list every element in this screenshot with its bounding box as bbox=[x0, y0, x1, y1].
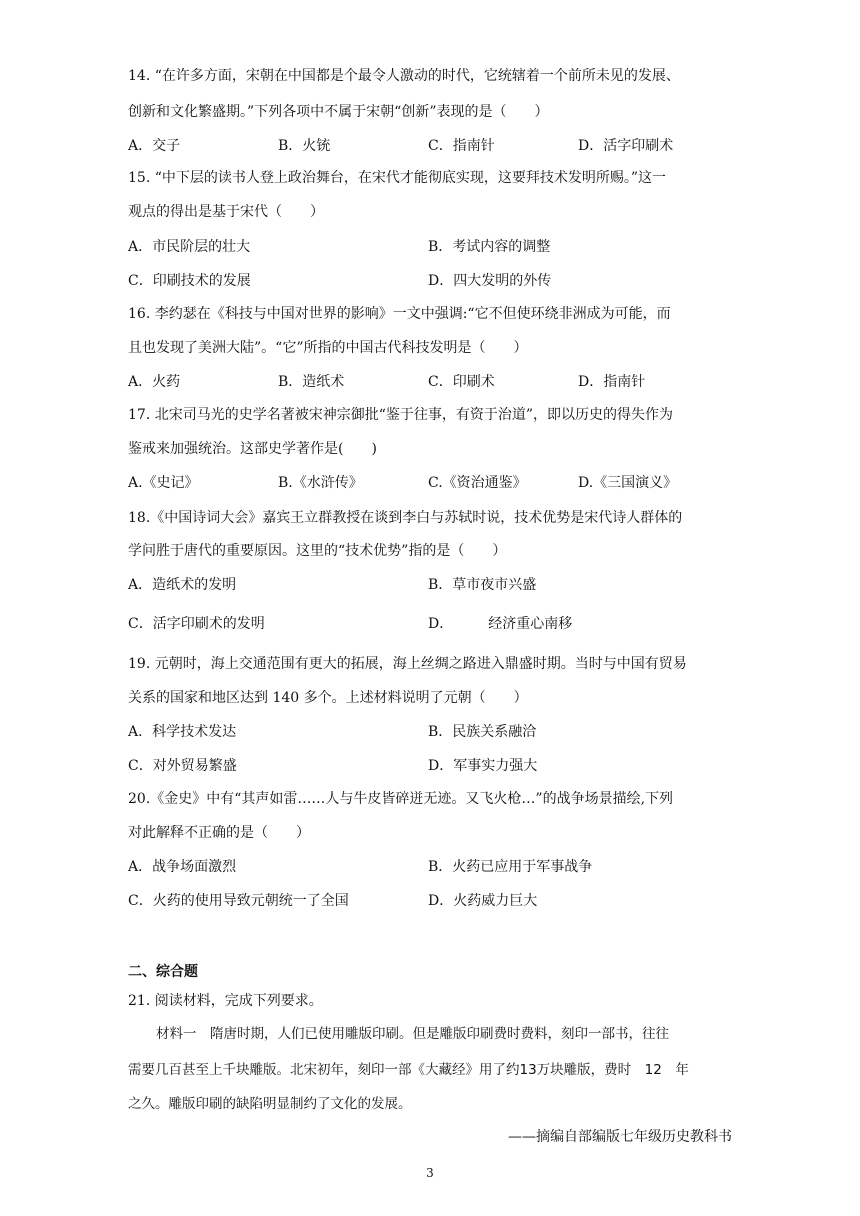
material-line3: 之久。雕版印刷的缺陷明显制约了文化的发展。 bbox=[128, 1096, 412, 1112]
q14-option-a: A．交子 bbox=[128, 138, 181, 154]
q17-option-c: C.《资治通鉴》 bbox=[428, 475, 527, 491]
q16-stem-line2: 且也发现了美洲大陆”。“它”所指的中国古代科技发明是（ ） bbox=[128, 340, 528, 356]
q15-stem-line1: 15. “中下层的读书人登上政治舞台，在宋代才能彻底实现，这要拜技术发明所赐。”这一 bbox=[128, 170, 667, 186]
q16-option-c: C．印刷术 bbox=[428, 374, 495, 390]
material-line1: 材料一 隋唐时期，人们已使用雕版印刷。但是雕版印刷费时费料，刻印一部书，往往 bbox=[156, 1026, 669, 1042]
q16-option-d: D．指南针 bbox=[578, 374, 646, 390]
q14-option-b: B．火铳 bbox=[278, 138, 331, 154]
q15-option-b: B．考试内容的调整 bbox=[428, 239, 551, 255]
q14-option-c: C．指南针 bbox=[428, 138, 495, 154]
q17-option-a: A.《史记》 bbox=[128, 475, 199, 491]
q17-option-b: B.《水浒传》 bbox=[278, 475, 363, 491]
q16-option-a: A．火药 bbox=[128, 374, 181, 390]
q19-option-b: B．民族关系融洽 bbox=[428, 724, 537, 740]
q15-option-a: A．市民阶层的壮大 bbox=[128, 239, 251, 255]
q15-stem-line2: 观点的得出是基于宋代（ ） bbox=[128, 204, 324, 220]
q20-stem-line1: 20.《金史》中有“其声如雷……人与牛皮皆碎迸无迹。又飞火枪…”的战争场景描绘,下列 bbox=[128, 791, 674, 807]
q14-stem-line2: 创新和文化繁盛期。”下列各项中不属于宋朝“创新”表现的是（ ） bbox=[128, 104, 549, 120]
q17-stem-line2: 鉴戒来加强统治。这部史学著作是( ) bbox=[128, 441, 377, 457]
q20-stem-line2: 对此解释不正确的是（ ） bbox=[128, 825, 310, 841]
q18-option-a: A．造纸术的发明 bbox=[128, 577, 237, 593]
q15-option-c: C．印刷技术的发展 bbox=[128, 273, 251, 289]
q19-option-c: C．对外贸易繁盛 bbox=[128, 758, 237, 774]
q21-stem: 21. 阅读材料，完成下列要求。 bbox=[128, 993, 323, 1009]
q15-option-d: D．四大发明的外传 bbox=[428, 273, 552, 289]
q19-stem-line2: 关系的国家和地区达到 140 多个。上述材料说明了元朝（ ） bbox=[128, 690, 528, 706]
q20-option-a: A．战争场面激烈 bbox=[128, 859, 237, 875]
q19-option-a: A．科学技术发达 bbox=[128, 724, 237, 740]
q19-stem-line1: 19. 元朝时，海上交通范围有更大的拓展，海上丝绸之路进入鼎盛时期。当时与中国有贸易 bbox=[128, 656, 687, 672]
q20-option-b: B．火药已应用于军事战争 bbox=[428, 859, 593, 875]
q18-option-c: C．活字印刷术的发明 bbox=[128, 616, 265, 632]
q19-option-d: D．军事实力强大 bbox=[428, 758, 538, 774]
material-line2: 需要几百甚至上千块雕版。北宋初年，刻印一部《大藏经》用了约13万块雕版，费时 12 年 bbox=[128, 1062, 689, 1078]
q14-stem-line1: 14. “在许多方面，宋朝在中国都是个最令人激动的时代，它统辖着一个前所未见的发展、 bbox=[128, 68, 680, 84]
q18-stem-line2: 学问胜于唐代的重要原因。这里的“技术优势”指的是（ ） bbox=[128, 543, 507, 559]
q20-option-d: D．火药威力巨大 bbox=[428, 893, 538, 909]
q16-stem-line1: 16. 李约瑟在《科技与中国对世界的影响》一文中强调:“它不但使环绕非洲成为可能，而 bbox=[128, 306, 671, 322]
q17-option-d: D.《三国演义》 bbox=[578, 475, 678, 491]
q14-option-d: D．活字印刷术 bbox=[578, 138, 674, 154]
q17-stem-line1: 17. 北宋司马光的史学名著被宋神宗御批“鉴于往事，有资于治道”，即以历史的得失作为 bbox=[128, 407, 674, 423]
page-number: 3 bbox=[426, 1166, 434, 1180]
section-title: 二、综合题 bbox=[128, 964, 198, 980]
q18-stem-line1: 18.《中国诗词大会》嘉宾王立群教授在谈到李白与苏轼时说，技术优势是宋代诗人群体的 bbox=[128, 510, 683, 526]
q16-option-b: B．造纸术 bbox=[278, 374, 345, 390]
q18-option-d: D． 经济重心南移 bbox=[428, 616, 573, 632]
q18-option-b: B．草市夜市兴盛 bbox=[428, 577, 537, 593]
q20-option-c: C．火药的使用导致元朝统一了全国 bbox=[128, 893, 349, 909]
material-source: ——摘编自部编版七年级历史教科书 bbox=[508, 1129, 732, 1145]
